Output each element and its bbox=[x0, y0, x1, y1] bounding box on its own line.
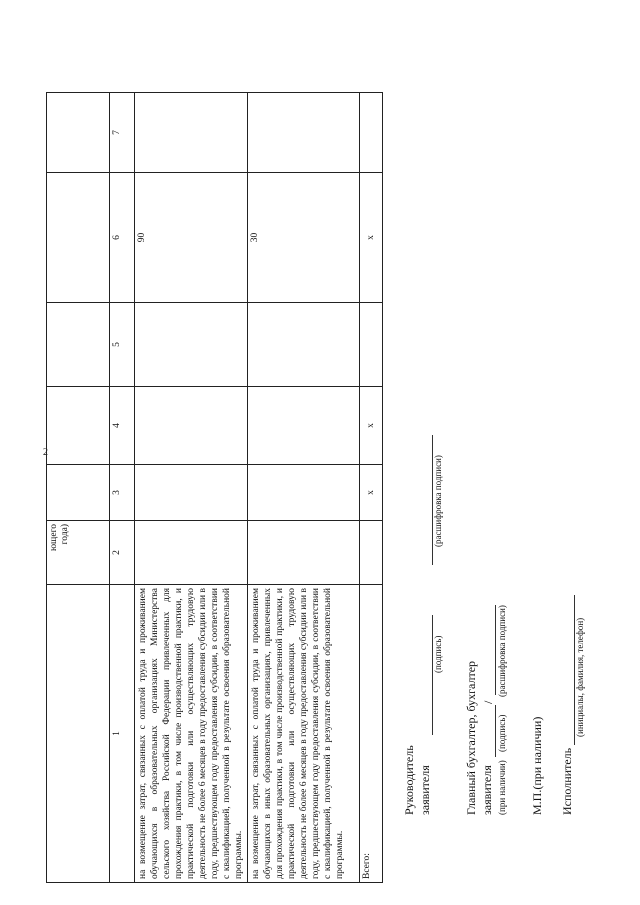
header-cell bbox=[47, 173, 110, 303]
row-description: на возмещение затрат, связанных с оплатой труда и проживанием обучающихся в образовательных организациях Министерства сельского хозяйства Российской Федерации привлеченных для прохождения практики, в том числе производственной практики, и практической подготовки или осуществляющих трудовую деятельность не более 6 месяцев в году предоставления субсидии или в году, предшествующем году предоставления субсидии, в соответствии с квалификацией, полученной в результате освоения образовательной программы. bbox=[135, 585, 248, 883]
header-cell-year: ющего года) bbox=[47, 521, 110, 585]
column-number: 2 bbox=[110, 521, 135, 585]
accountant-if-any-hint: (при наличии) bbox=[497, 760, 507, 815]
accountant-signature-hint: (подпись) bbox=[497, 714, 507, 752]
head-signature-line bbox=[432, 615, 433, 735]
header-cell bbox=[47, 93, 110, 173]
table-cell bbox=[360, 303, 383, 387]
header-cell bbox=[47, 303, 110, 387]
table-cell bbox=[248, 387, 360, 465]
column-number: 4 bbox=[110, 387, 135, 465]
table-cell bbox=[248, 93, 360, 173]
table-cell bbox=[135, 93, 248, 173]
column-number: 7 bbox=[110, 93, 135, 173]
total-label: Всего: bbox=[360, 585, 383, 883]
head-decoding-hint: (расшифровка подписи) bbox=[433, 455, 443, 547]
table-header-row bbox=[47, 93, 110, 883]
executor-label: Исполнитель bbox=[560, 747, 574, 815]
head-title-2: заявителя bbox=[418, 765, 432, 815]
table-cell bbox=[248, 303, 360, 387]
total-row bbox=[360, 93, 383, 883]
column-number: 6 bbox=[110, 173, 135, 303]
table-row bbox=[135, 93, 248, 883]
executor-hint: (инициалы, фамилия, телефон) bbox=[575, 617, 585, 737]
stamp-place: М.П.(при наличии) bbox=[530, 716, 544, 815]
table-cell bbox=[135, 521, 248, 585]
header-cell bbox=[47, 585, 110, 883]
accountant-signature-line bbox=[495, 705, 496, 757]
column-number-row bbox=[110, 93, 135, 883]
column-number: 1 bbox=[110, 585, 135, 883]
head-title: Руководитель bbox=[402, 745, 416, 815]
table-cell bbox=[248, 521, 360, 585]
row-value-col6: 30 bbox=[248, 173, 360, 303]
row-value-col6: 90 bbox=[135, 173, 248, 303]
table-cell bbox=[135, 303, 248, 387]
accountant-title-2: заявителя bbox=[480, 765, 494, 815]
table-row bbox=[248, 93, 360, 883]
accountant-decoding-hint: (расшифровка подписи) bbox=[497, 605, 507, 697]
table-cell bbox=[248, 465, 360, 521]
head-signature-hint: (подпись) bbox=[433, 635, 443, 673]
row-description: на возмещение затрат, связанных с оплатой труда и проживанием обучающихся в иных образовательных организациях, привлеченных для прохождения практики, в том числе производственной практики, и практической подготовки или осуществляющих трудовую деятельность не более 6 месяцев в году предоставления субсидии или в году, предшествующем году предоставления субсидии, в соответствии с квалификацией, полученной в результате освоения образовательной программы. bbox=[248, 585, 360, 883]
accountant-title: Главный бухгалтер, бухгалтер bbox=[464, 660, 478, 815]
table-cell bbox=[135, 465, 248, 521]
table-cell bbox=[135, 387, 248, 465]
total-col6: x bbox=[360, 173, 383, 303]
header-cell bbox=[47, 387, 110, 465]
column-number: 5 bbox=[110, 303, 135, 387]
subsidy-table bbox=[46, 92, 383, 883]
header-cell bbox=[47, 465, 110, 521]
table-cell bbox=[360, 93, 383, 173]
page-number: 2 bbox=[43, 447, 48, 458]
column-number: 3 bbox=[110, 465, 135, 521]
total-col3: x bbox=[360, 465, 383, 521]
accountant-decoding-line bbox=[495, 605, 496, 695]
table-cell bbox=[360, 521, 383, 585]
total-col4: x bbox=[360, 387, 383, 465]
accountant-slash: / bbox=[481, 700, 495, 704]
